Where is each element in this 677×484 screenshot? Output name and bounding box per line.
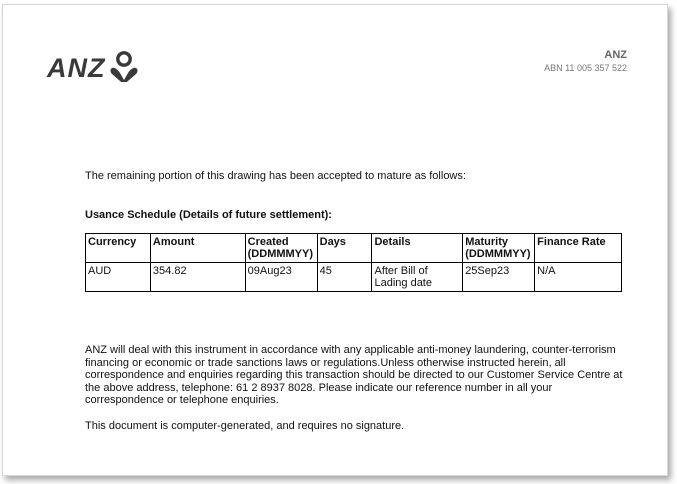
schedule-title: Usance Schedule (Details of future settlement):	[85, 209, 332, 221]
column-header: Days	[317, 234, 372, 263]
cell-currency: AUD	[86, 263, 151, 292]
column-header: Currency	[86, 234, 151, 263]
cell-days: 45	[317, 263, 372, 292]
table-row	[86, 263, 622, 292]
anz-people-icon	[107, 50, 141, 82]
logo-wordmark: ANZ	[47, 53, 106, 83]
cell-maturity: 25Sep23	[463, 263, 535, 292]
company-details	[544, 49, 627, 73]
column-header: Amount	[150, 234, 245, 263]
company-abn: ABN 11 005 357 522	[544, 63, 627, 73]
anz-logo	[47, 53, 141, 83]
column-header: Finance Rate	[535, 234, 622, 263]
usance-schedule-table	[85, 233, 622, 292]
table-header-row	[86, 234, 622, 263]
cell-created: 09Aug23	[245, 263, 317, 292]
intro-text: The remaining portion of this drawing has been accepted to mature as follows:	[85, 170, 466, 182]
document-page	[2, 4, 668, 476]
cell-details: After Bill of Lading date	[372, 263, 463, 292]
compliance-notice: ANZ will deal with this instrument in accordance with any applicable anti-money laundering, counter-terrorism financing or economic or trade sanctions laws or regulations.Unless otherwise instructed herein, all correspondence and enquiries regarding this transaction should be directed to our Customer Service Centre at the above address, telephone: 61 2 8937 8028. Please indicate our reference number in all your correspondence or telephone enquiries.	[85, 344, 623, 406]
column-header: Details	[372, 234, 463, 263]
footer-note: This document is computer-generated, and requires no signature.	[85, 420, 405, 432]
column-header: Maturity (DDMMMYY)	[463, 234, 535, 263]
cell-amount: 354.82	[150, 263, 245, 292]
company-name: ANZ	[604, 49, 627, 61]
column-header: Created (DDMMMYY)	[245, 234, 317, 263]
cell-finance-rate: N/A	[535, 263, 622, 292]
